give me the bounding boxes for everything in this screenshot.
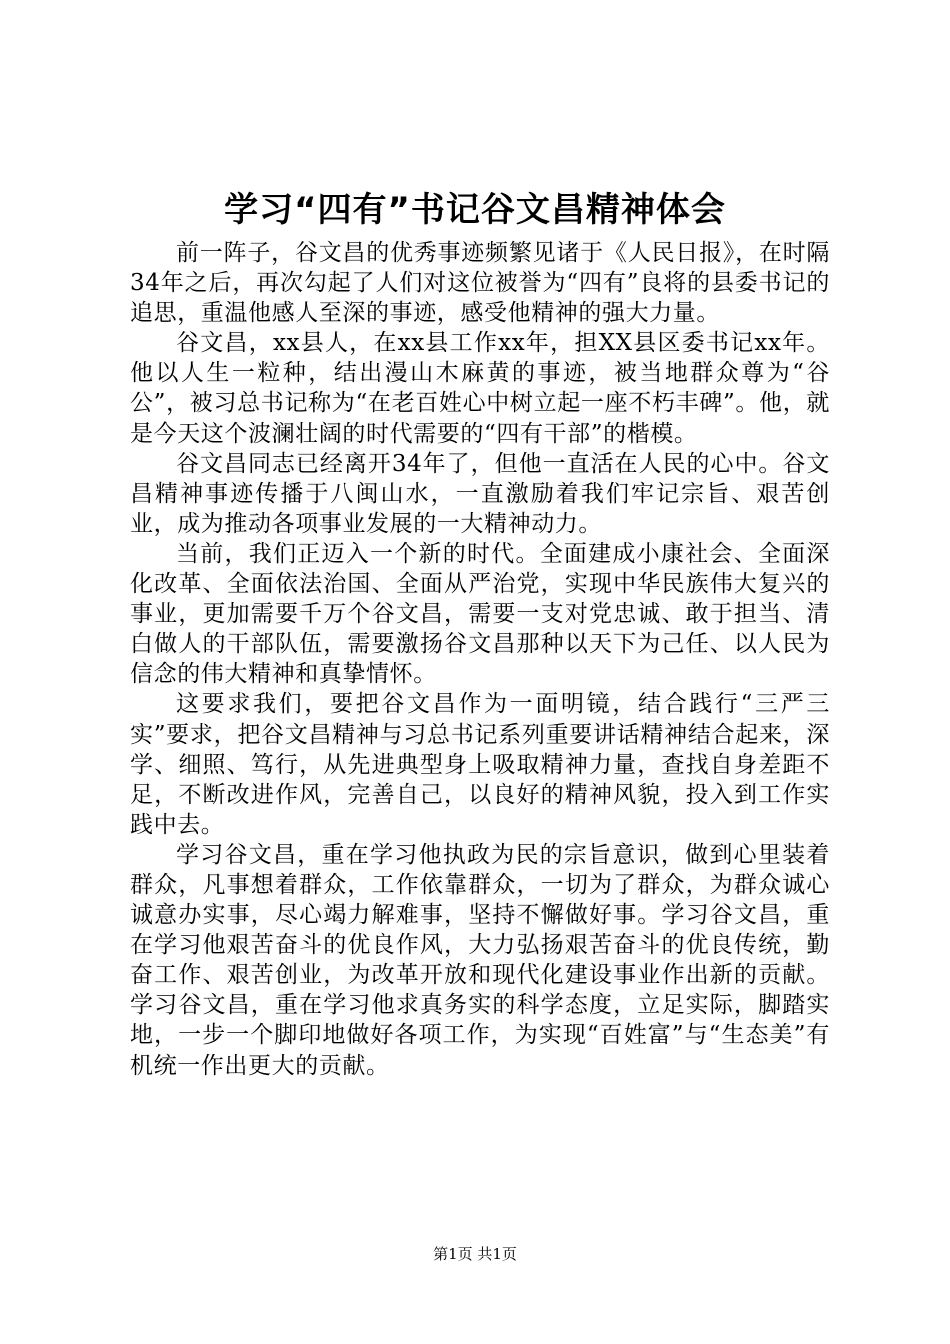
paragraph: 谷文昌同志已经离开34年了，但他一直活在人民的心中。谷文昌精神事迹传播于八闽山水，一直激励着我们牢记宗旨、艰苦创业，成为推动各项事业发展的一大精神动力。 (130, 450, 830, 537)
paragraph: 学习谷文昌，重在学习他执政为民的宗旨意识，做到心里装着群众，凡事想着群众，工作依靠群众，一切为了群众，为群众诚心诚意办实事，尽心竭力解难事，坚持不懈做好事。学习谷文昌，重在学习他艰苦奋斗的优良作风，大力弘扬艰苦奋斗的优良传统，勤奋工作、艰苦创业，为改革开放和现代化建设事业作出新的贡献。学习谷文昌，重在学习他求真务实的科学态度，立足实际，脚踏实地，一步一个脚印地做好各项工作，为实现“百姓富”与“生态美”有机统一作出更大的贡献。 (130, 841, 830, 1079)
page-footer: 第1页 共1页 (433, 1245, 517, 1263)
document-title: 学习“四有”书记谷文昌精神体会 (224, 190, 726, 230)
paragraph: 前一阵子，谷文昌的优秀事迹频繁见诸于《人民日报》，在时隔34年之后，再次勾起了人们对这位被誉为“四有”良将的县委书记的追思，重温他感人至深的事迹，感受他精神的强大力量。 (130, 240, 830, 327)
paragraph: 当前，我们正迈入一个新的时代。全面建成小康社会、全面深化改革、全面依法治国、全面从严治党，实现中华民族伟大复兴的事业，更加需要千万个谷文昌，需要一支对党忠诚、敢于担当、清白做人的干部队伍，需要激扬谷文昌那种以天下为己任、以人民为信念的伟大精神和真挚情怀。 (130, 540, 830, 688)
document-body (130, 238, 830, 1081)
paragraph: 这要求我们，要把谷文昌作为一面明镜，结合践行“三严三实”要求，把谷文昌精神与习总书记系列重要讲话精神结合起来，深学、细照、笃行，从先进典型身上吸取精神力量，查找自身差距不足，不断改进作风，完善自己，以良好的精神风貌，投入到工作实践中去。 (130, 691, 830, 838)
paragraph: 谷文昌，xx县人，在xx县工作xx年，担XX县区委书记xx年。他以人生一粒种，结出漫山木麻黄的事迹，被当地群众尊为“谷公”，被习总书记称为“在老百姓心中树立起一座不朽丰碑”。他，就是今天这个波澜壮阔的时代需要的“四有干部”的楷模。 (130, 330, 830, 447)
